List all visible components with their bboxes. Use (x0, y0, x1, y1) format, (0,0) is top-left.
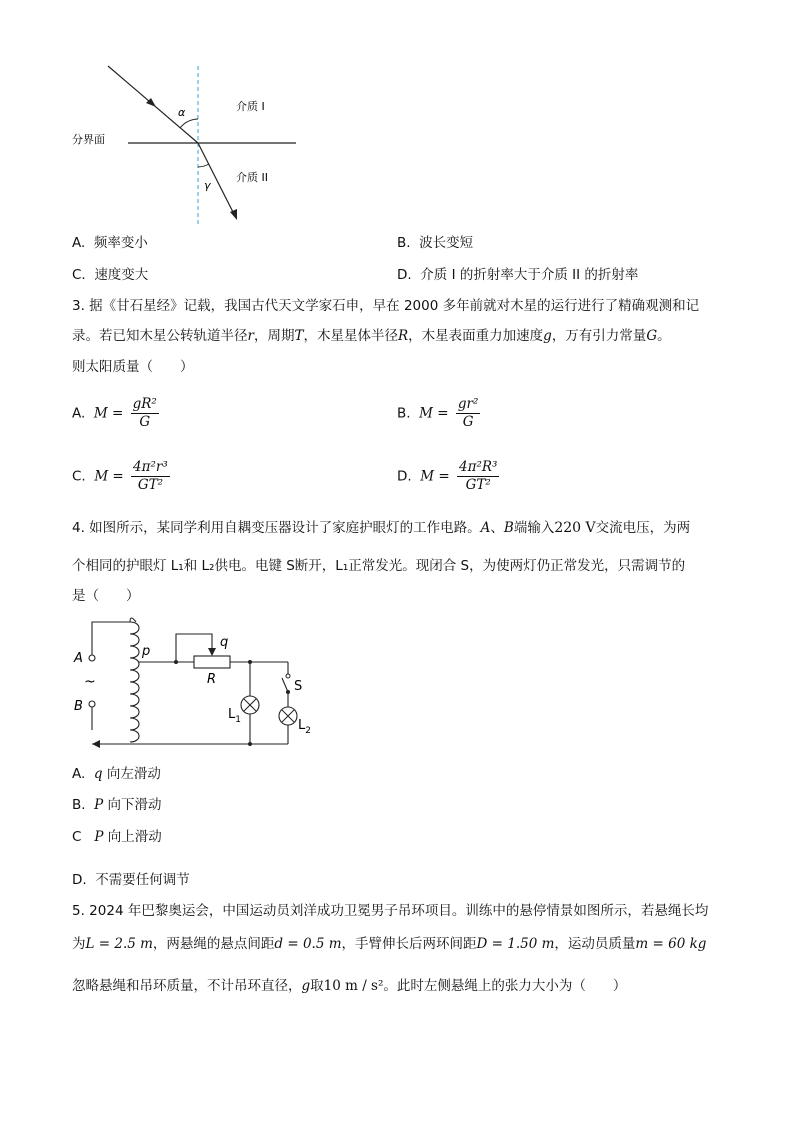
label-r: R (207, 672, 217, 687)
q3-option-d[interactable]: D. M = $\frac{\text{4π²R³}}{\text{GT²}}$ (397, 459, 498, 493)
refracted-arrow (230, 209, 237, 220)
q3-option-b[interactable]: B. M = $\frac{\text{gr²}}{G}$ (397, 396, 479, 430)
q3-option-a[interactable]: A. M = $\frac{\text{gR²}}{G}$ (72, 396, 157, 430)
label-a: A (74, 651, 83, 666)
q3-line2: 录。若已知木星公转轨道半径r，周期T，木星星体半径R，木星表面重力加速度g，万有引力常量G。 (72, 328, 671, 344)
q3-option-c[interactable]: C. M = $\frac{\text{4π²r³}}{\text{GT²}}$ (72, 459, 168, 493)
q3-b-fraction: $\frac{\text{gr²}}{G}$ (457, 396, 479, 430)
circuit-diagram (70, 612, 330, 752)
q4-option-b[interactable]: B. P 向下滑动 (72, 797, 162, 813)
wire-a-top (92, 622, 130, 655)
label-q: q (220, 635, 229, 650)
bottom-arrow (92, 740, 100, 748)
switch-s-contact-top (286, 674, 290, 678)
q4-option-c[interactable]: C P 向上滑动 (72, 829, 162, 845)
label-b: B (74, 699, 83, 714)
refraction-diagram (60, 58, 320, 228)
label-ac: ~ (84, 674, 96, 690)
q5-line2: 为L = 2.5 m，两悬绳的悬点间距d = 0.5 m，手臂伸长后两环间距D = 1.50 m，运动员质量m = 60 kg (72, 936, 707, 952)
q3-d-fraction: $\frac{\text{4π²R³}}{\text{GT²}}$ (459, 459, 498, 493)
angle-arc-gamma (198, 164, 209, 167)
q2-option-d[interactable]: D. 介质 I 的折射率大于介质 II 的折射率 (397, 267, 639, 283)
terminal-a (89, 655, 95, 661)
switch-s-lever (282, 678, 288, 692)
q4-line3: 是（ ） (72, 588, 140, 604)
q3-line1: 3. 据《甘石星经》记载，我国古代天文学家石申，早在 2000 多年前就对木星的运行进行了精确观测和记 (72, 298, 700, 314)
transformer-coil (130, 618, 139, 742)
q2-option-a[interactable]: A. 频率变小 (72, 235, 148, 251)
label-p: p (142, 644, 151, 659)
q3-line3: 则太阳质量（ ） (72, 359, 194, 375)
angle-gamma-label: γ (204, 179, 211, 192)
label-s: S (294, 679, 303, 694)
angle-arc-alpha (180, 119, 198, 128)
node-right-bottom (248, 742, 252, 746)
q4-option-a[interactable]: A. q 向左滑动 (72, 766, 161, 782)
angle-alpha-label: α (178, 106, 186, 119)
q4-line1: 4. 如图所示，某同学利用自耦变压器设计了家庭护眼灯的工作电路。A、B端输入220 V交流电压，为两 (72, 520, 691, 536)
medium2-label: 介质 II (236, 171, 268, 184)
q2-option-b[interactable]: B. 波长变短 (397, 235, 474, 251)
q3-a-fraction: $\frac{\text{gR²}}{G}$ (132, 396, 157, 430)
rheostat-r (194, 656, 230, 668)
label-l1: $L_1$ (228, 707, 241, 725)
interface-label: 分界面 (72, 133, 105, 146)
q3-c-fraction: $\frac{\text{4π²r³}}{\text{GT²}}$ (133, 459, 168, 493)
medium1-label: 介质 I (236, 100, 265, 113)
q2-option-c[interactable]: C. 速度变大 (72, 267, 149, 283)
q4-line2: 个相同的护眼灯 L₁和 L₂供电。电键 S断开，L₁正常发光。现闭合 S，为使两灯仍正常发光，只需调节的 (72, 558, 686, 574)
slider-q-arrow (208, 648, 216, 656)
q4-option-d[interactable]: D. 不需要任何调节 (72, 872, 190, 888)
q5-line1: 5. 2024 年巴黎奥运会，中国运动员刘洋成功卫冕男子吊环项目。训练中的悬停情景如图所示，若悬绳长均 (72, 903, 709, 919)
label-l2: $L_2$ (298, 718, 311, 736)
terminal-b (89, 701, 95, 707)
q5-line3: 忽略悬绳和吊环质量，不计吊环直径，g取10 m / s²。此时左侧悬绳上的张力大小为（ ） (72, 978, 627, 994)
